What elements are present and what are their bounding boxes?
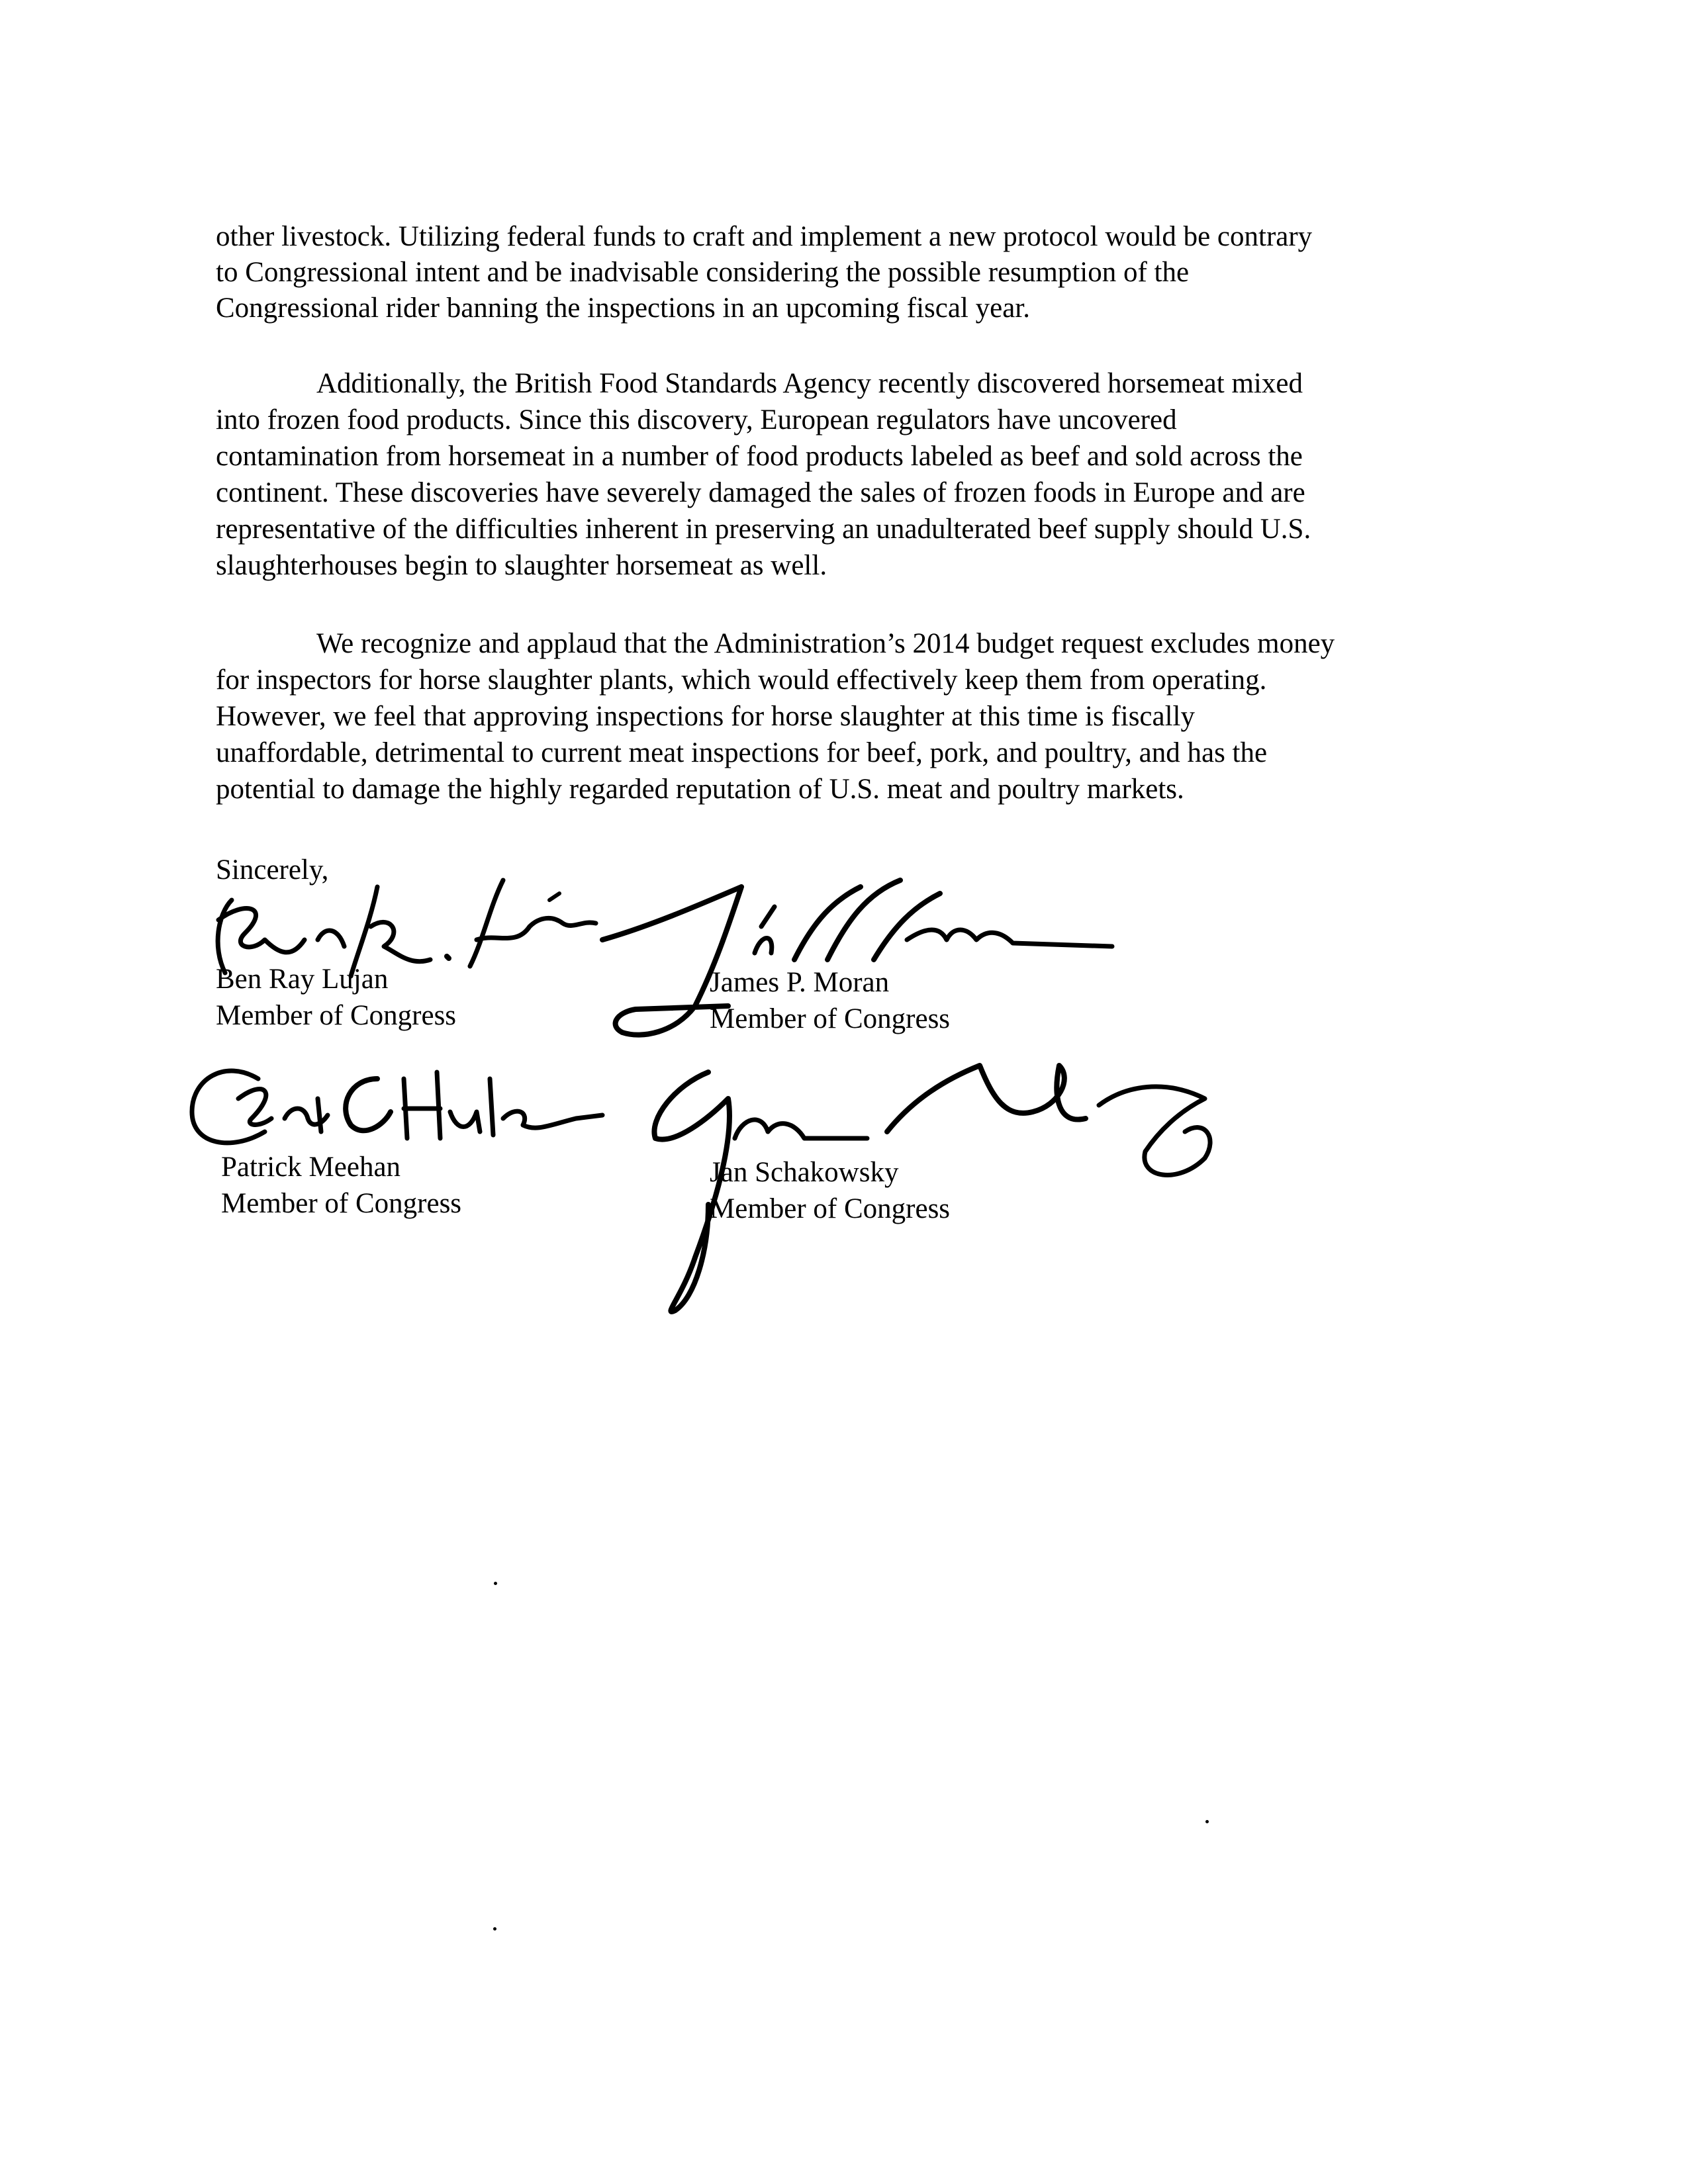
paragraph-1-line-3: Congressional rider banning the inspections in an upcoming fiscal year.: [216, 293, 1030, 324]
paragraph-3-line-4: unaffordable, detrimental to current meat inspections for beef, pork, and poultry, and has the: [216, 737, 1268, 768]
scan-speck: [494, 1582, 497, 1585]
paragraph-2-line-3: contamination from horsemeat in a number of food products labeled as beef and sold across the: [216, 441, 1303, 472]
paragraph-3-line-5: potential to damage the highly regarded reputation of U.S. meat and poultry markets.: [216, 774, 1184, 805]
signatory-name-schakowsky: Jan Schakowsky: [710, 1157, 899, 1188]
scan-speck: [493, 1927, 496, 1931]
paragraph-2-line-6: slaughterhouses begin to slaughter horsemeat as well.: [216, 550, 827, 581]
paragraph-2-line-5: representative of the difficulties inherent in preserving an unadulterated beef supply should U.S.: [216, 514, 1311, 545]
signatory-title-schakowsky: Member of Congress: [710, 1193, 951, 1224]
paragraph-3-line-3: However, we feel that approving inspections for horse slaughter at this time is fiscally: [216, 701, 1195, 732]
scan-speck: [1205, 1820, 1209, 1823]
signatory-name-lujan: Ben Ray Lujan: [216, 964, 389, 995]
paragraph-2-line-2: into frozen food products. Since this discovery, European regulators have uncovered: [216, 404, 1177, 435]
signatory-title-meehan: Member of Congress: [221, 1188, 462, 1219]
signatory-name-meehan: Patrick Meehan: [221, 1152, 401, 1183]
paragraph-2-line-4: continent. These discoveries have severely damaged the sales of frozen foods in Europe and are: [216, 477, 1305, 508]
signatory-title-lujan: Member of Congress: [216, 1000, 457, 1031]
signatory-name-moran: James P. Moran: [710, 967, 890, 998]
paragraph-3-line-1: We recognize and applaud that the Administration’s 2014 budget request excludes money: [316, 628, 1335, 659]
signature-meehan: [179, 1052, 616, 1165]
paragraph-1-line-1: other livestock. Utilizing federal funds to craft and implement a new protocol would be contrary: [216, 221, 1313, 252]
paragraph-3-line-2: for inspectors for horse slaughter plants, which would effectively keep them from operating.: [216, 664, 1267, 696]
signatory-title-moran: Member of Congress: [710, 1003, 951, 1034]
closing-salutation: Sincerely,: [216, 854, 329, 886]
paragraph-1-line-2: to Congressional intent and be inadvisable considering the possible resumption of the: [216, 257, 1190, 288]
paragraph-2-line-1: Additionally, the British Food Standards Agency recently discovered horsemeat mixed: [316, 368, 1303, 399]
